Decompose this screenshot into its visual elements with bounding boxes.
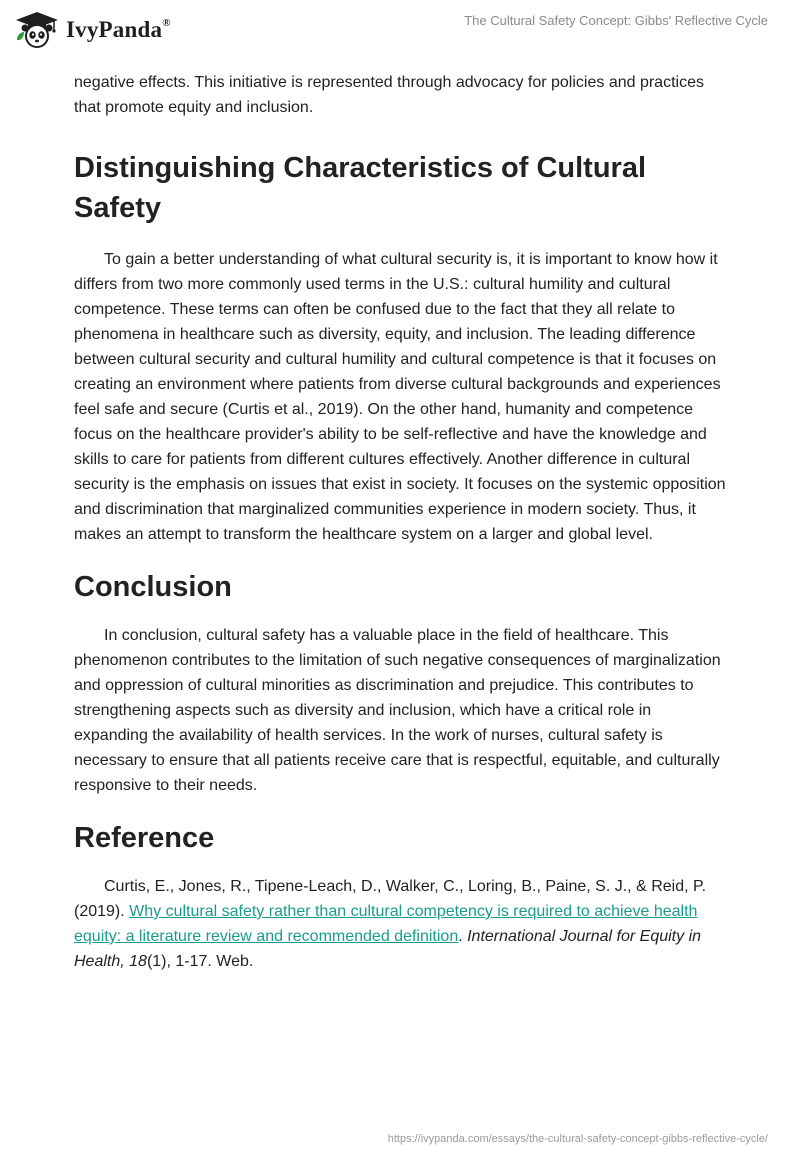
section-heading-distinguishing: Distinguishing Characteristics of Cultural Safety [74,152,647,224]
reference-authors: Curtis, E., Jones, R., Tipene-Leach, D., Walker, C., Loring, B., Paine, S. J., & Reid, P. (2019). [74,878,707,920]
reference-after-link: . [458,928,468,945]
paragraph-conclusion: In conclusion, cultural safety has a valuable place in the field of healthcare. This phenomenon contributes to the limitation of such negative consequences of marginalization and oppression of cultural minorities as discrimination and prejudice. This contributes to strengthening aspects such as diversity and inclusion, which have a critical role in expanding the availability of health services. In the work of nurses, cultural safety is necessary to ensure that all patients receive care that is respectful, equitable, and culturally responsive to their needs. [74,627,721,794]
panda-graduate-icon [14,10,60,50]
reference-article-link[interactable]: Why cultural safety rather than cultural competency is required to achieve health equity: a literature review and recommended definition [74,903,698,945]
ivypanda-logo[interactable] [14,10,171,50]
page-header [0,0,800,60]
section-heading-reference: Reference [74,822,215,854]
reference-issue: (1), 1-17. Web. [146,953,254,970]
paragraph-distinguishing: To gain a better understanding of what cultural security is, it is important to know how it differs from two more commonly used terms in the U.S.: cultural humility and cultural competence. These terms can often be confused due to the fact that they all relate to phenomena in healthcare such as diversity, equity, and inclusion. The leading difference between cultural security and cultural humility and cultural competence is that it focuses on creating an environment where patients from diverse cultural backgrounds and experiences feel safe and secure (Curtis et al., 2019). On the other hand, humanity and competence focus on the healthcare provider's ability to be self-reflective and have the knowledge and skills to care for patients from different cultures effectively. Another difference in cultural security is the emphasis on issues that exist in society. It focuses on the systemic opposition and discrimination that marginalized communities experience in modern society. Thus, it makes an attempt to transform the healthcare system on a larger and global level. [74,251,726,543]
footer-source-url: https://ivypanda.com/essays/the-cultural-safety-concept-gibbs-reflective-cycle/ [387,1133,768,1145]
brand-name: IvyPanda® [66,17,171,42]
document-title: The Cultural Safety Concept: Gibbs' Reflective Cycle [464,13,768,28]
essay-content [74,70,726,974]
section-heading-conclusion: Conclusion [74,571,232,603]
intro-paragraph: negative effects. This initiative is represented through advocacy for policies and practices that promote equity and inclusion. [74,74,704,116]
reference-entry [74,874,726,974]
reference-journal: International Journal for Equity in Health, 18 [74,928,702,970]
